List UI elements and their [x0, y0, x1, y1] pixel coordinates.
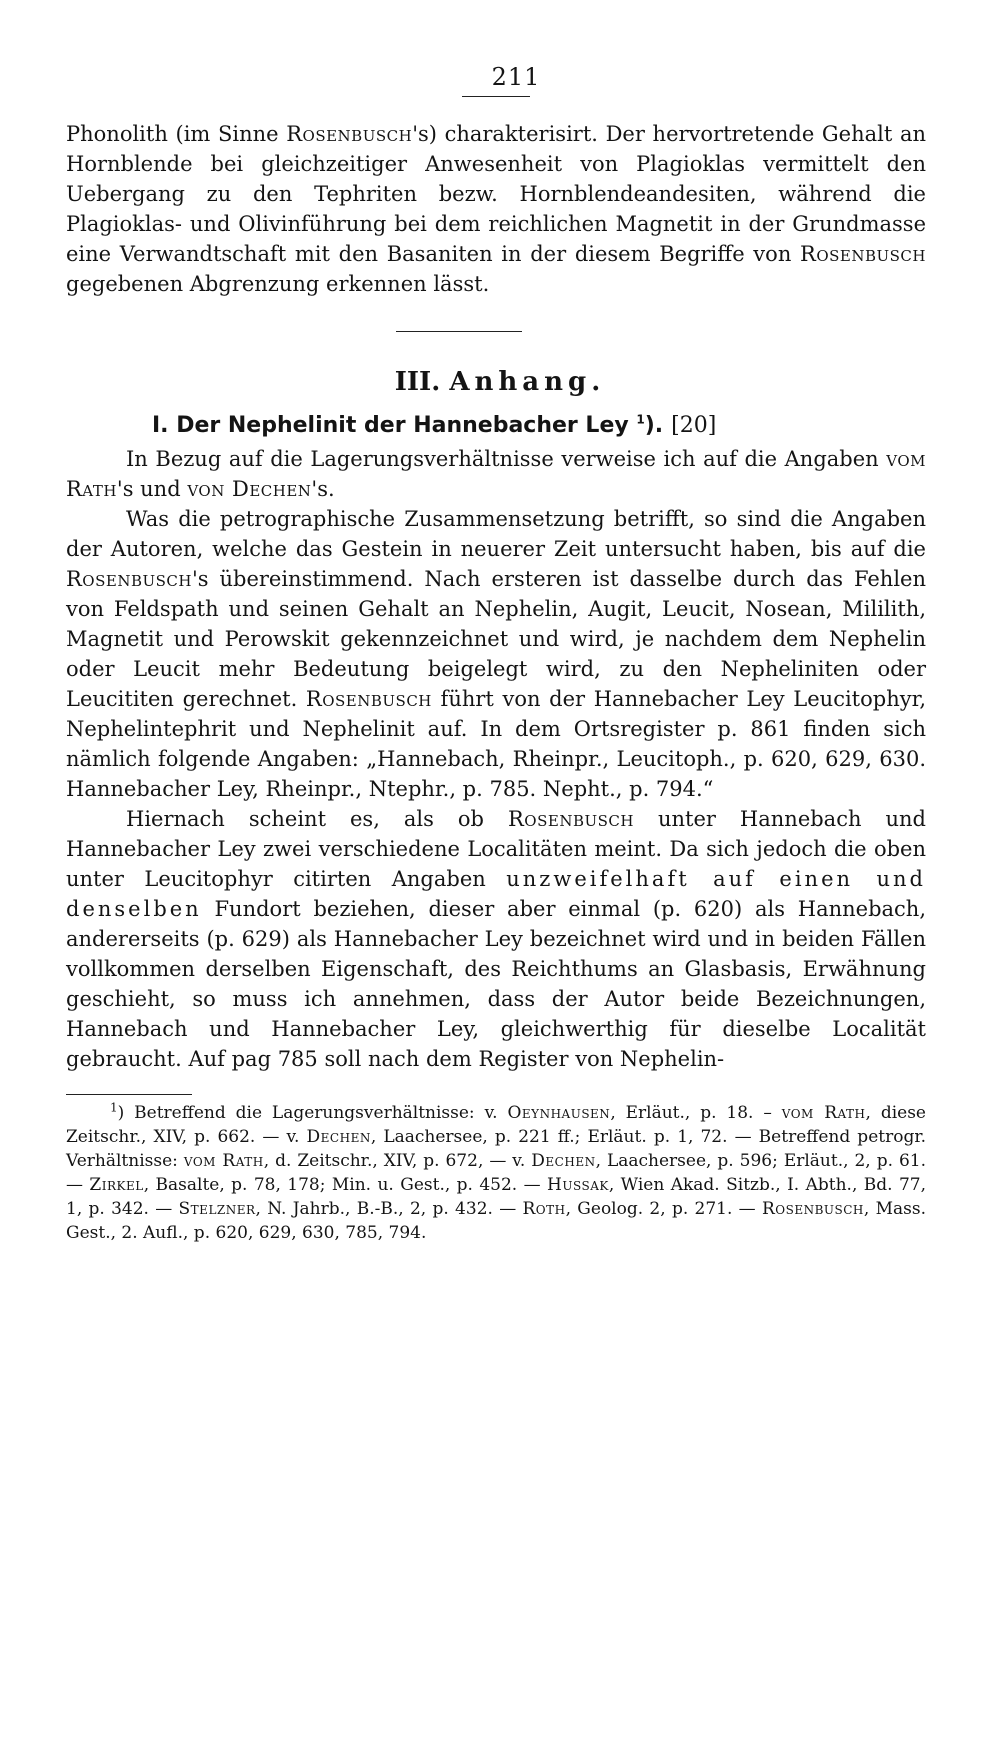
intro-paragraph	[66, 119, 926, 299]
text-run: , Laachersee, p. 221 ff.; Erläut. p. 1, 72. — Betreffend petrogr. Verhältnisse:	[66, 1127, 926, 1171]
text-run: , Basalte, p. 78, 178; Min. u. Gest., p. 452. —	[143, 1175, 548, 1195]
text-run: unter Hannebach und Hannebacher Ley zwei verschiedene Localitäten meint. Da sich jedoch die oben unter Leucitophyr citirten Angaben	[66, 807, 926, 891]
author-name: Roth	[522, 1199, 566, 1219]
author-name: Hussak	[547, 1175, 609, 1195]
footnote-marker[interactable]: 1	[636, 412, 645, 427]
section-title: Anhang.	[449, 367, 606, 397]
author-name: Rosenbusch	[305, 687, 432, 711]
author-name: Stelzner	[178, 1199, 256, 1219]
author-name: Dechen	[306, 1127, 371, 1147]
author-name: von Dechen	[187, 477, 312, 501]
author-name: vom Rath	[183, 1151, 264, 1171]
author-name: Rosenbusch	[800, 242, 926, 266]
author-name: Oeynhausen	[507, 1103, 611, 1123]
text-run: 's und	[116, 477, 188, 501]
text-run: , Erläut., p. 18. –	[610, 1103, 782, 1123]
page-reference: [20]	[671, 413, 717, 438]
text-run: Hiernach scheint es, als ob	[126, 807, 508, 831]
body-paragraph	[66, 504, 926, 804]
author-name: Dechen	[531, 1151, 596, 1171]
author-name: Rosenbusch	[66, 567, 192, 591]
text-run: 's) charakterisirt. Der hervortretende Gehalt an Hornblende bei gleichzeitiger Anwesenheit von Plagioklas vermittelt den Uebergang zu den Tephriten bezw. Hornblendeandesiten, während die Plagioklas- und Olivinführung bei dem reichlichen Magnetit in der Grundmasse eine Verwandtschaft mit den Basaniten in der diesem Begriffe von	[66, 122, 926, 266]
text-run: Was die petrographische Zusammensetzung betrifft, so sind die Angaben der Autoren, welche das Gestein in neuerer Zeit untersucht haben, bis auf die	[66, 507, 926, 561]
text-run: , Geolog. 2, p. 271. —	[565, 1199, 762, 1219]
text-run: , Laachersee, p. 596; Erläut., 2, p. 61. —	[66, 1151, 926, 1195]
text-run: Phonolith (im Sinne	[66, 122, 287, 146]
footnote-rule	[66, 1094, 192, 1095]
text-run: Fundort beziehen, dieser aber einmal (p. 620) als Hannebach, andererseits (p. 629) als Hannebacher Ley bezeichnet wird und in beiden Fällen vollkommen derselben Eigenschaft, des Reichthums an Glasbasis, Erwähnung geschieht, so muss ich annehmen, dass der Autor beide Bezeichnungen, Hannebach und Hannebacher Ley, gleichwerthig für dieselbe Localität gebraucht. Auf pag 785 soll nach dem Register von Nephelin-	[66, 897, 926, 1071]
subsection-title: I. Der Nephelinit der Hannebacher Ley	[152, 413, 629, 438]
text-run: In Bezug auf die Lagerungsverhältnisse verweise ich auf die Angaben	[126, 447, 887, 471]
text-run: 's übereinstimmend. Nach ersteren ist dasselbe durch das Fehlen von Feldspath und seinen Gehalt an Nephelin, Augit, Leucit, Nosean, Mililith, Magnetit und Perowskit gekennzeichnet und wird, je nachdem dem Nephelin oder Leucit mehr Bedeutung beigelegt wird, zu den Nepheliniten oder Leucititen gerechnet.	[66, 567, 926, 711]
text-run: , Wien Akad. Sitzb., I. Abth., Bd. 77, 1, p. 342. —	[66, 1175, 927, 1219]
section-heading	[66, 366, 926, 398]
author-name: Zirkel	[89, 1175, 144, 1195]
page	[66, 62, 926, 1262]
author-name: vom Rath	[66, 447, 926, 501]
page-number: 211	[491, 63, 541, 91]
section-numeral: III.	[394, 367, 441, 397]
body-paragraph	[66, 444, 926, 504]
subsection-title-end: ).	[644, 413, 664, 438]
author-name: Rosenbusch	[286, 122, 413, 146]
author-name: Rosenbusch	[761, 1199, 864, 1219]
text-run: führt von der Hannebacher Ley Leucitophyr, Nephelintephrit und Nephelinit auf. In dem Ortsregister p. 861 finden sich nämlich folgende Angaben: „Hannebach, Rheinpr., Leucitoph., p. 620, 629, 630. Hannebacher Ley, Rheinpr., Ntephr., p. 785. Nepht., p. 794.“	[66, 687, 926, 801]
section-divider	[396, 331, 522, 332]
author-name: Rosenbusch	[508, 807, 634, 831]
text-run: ) Betreffend die Lagerungsverhältnisse: v.	[117, 1103, 508, 1123]
emphasized-text: unzweifelhaft auf einen und denselben	[66, 867, 926, 921]
text-run: gegebenen Abgrenzung erkennen lässt.	[66, 272, 490, 296]
body-paragraph	[66, 804, 926, 1074]
text-run: , diese Zeitschr., XIV, p. 662. — v.	[66, 1103, 926, 1147]
text-run: 's.	[311, 477, 335, 501]
subsection-heading	[66, 412, 926, 440]
author-name: vom Rath	[781, 1103, 866, 1123]
text-run: , Mass. Gest., 2. Aufl., p. 620, 629, 630, 785, 794.	[66, 1199, 926, 1243]
text-run: , d. Zeitschr., XIV, p. 672, — v.	[263, 1151, 532, 1171]
text-run: , N. Jahrb., B.-B., 2, p. 432. —	[255, 1199, 523, 1219]
footnote-number: 1	[110, 1100, 118, 1115]
page-number-rule	[462, 96, 530, 97]
footnote	[66, 1101, 926, 1245]
